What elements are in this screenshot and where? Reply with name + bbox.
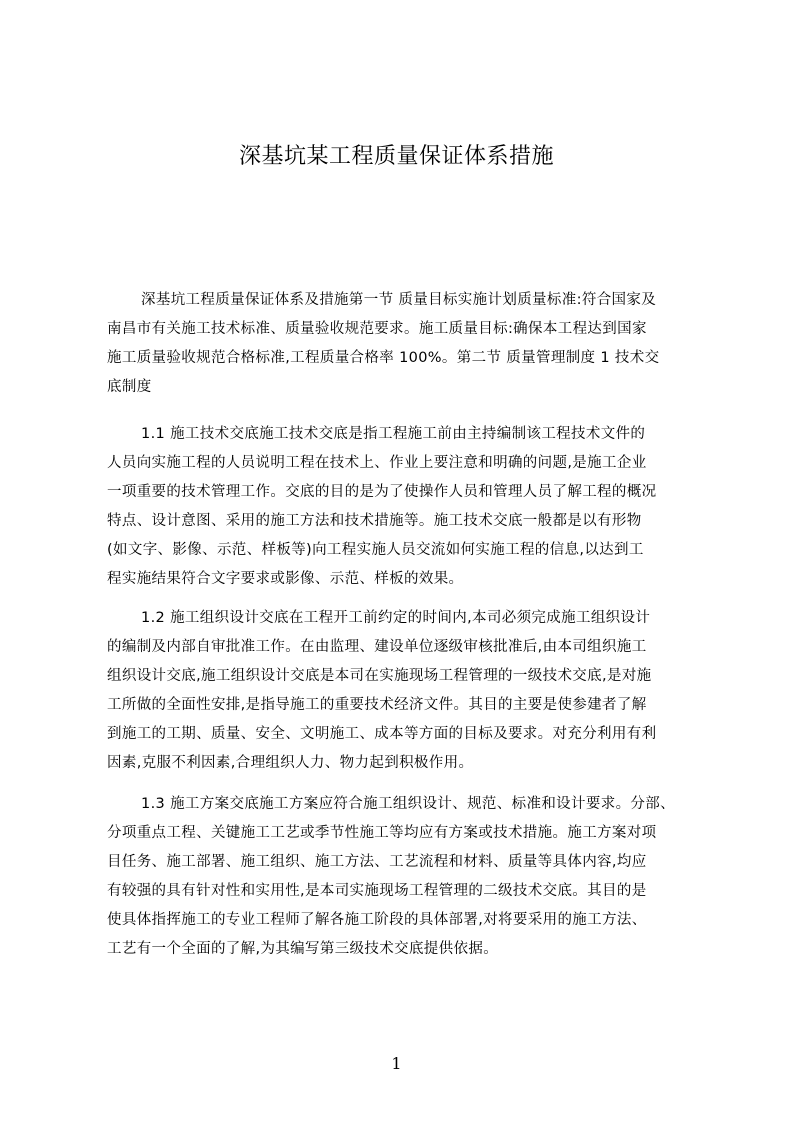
text-line: 因素,克服不利因素,合理组织人力、物力起到积极作用。 [107, 755, 474, 771]
text-line: 南昌市有关施工技术标准、质量验收规范要求。施工质量目标:确保本工程达到国家 [107, 321, 647, 337]
paragraph-section-1-1 [107, 420, 699, 594]
text-line: 工所做的全面性安排,是指导施工的重要技术经济文件。其目的主要是使参建者了解 [107, 697, 647, 713]
text-line: 施工质量验收规范合格标准,工程质量合格率 100%。第二节 质量管理制度 1 技术交 [107, 350, 660, 366]
text-line: 特点、设计意图、采用的施工方法和技术措施等。施工技术交底一般都是以有形物 [107, 513, 642, 529]
page-number: 1 [391, 1054, 402, 1073]
text-line: 使具体指挥施工的专业工程师了解各施工阶段的具体部署,对将要采用的施工方法、 [107, 912, 647, 928]
text-line: 有较强的具有针对性和实用性,是本司实施现场工程管理的二级技术交底。其目的是 [107, 883, 647, 899]
text-line: 深基坑工程质量保证体系及措施第一节 质量目标实施计划质量标准:符合国家及 [141, 292, 657, 308]
text-line: 目任务、施工部署、施工组织、施工方法、工艺流程和材料、质量等具体内容,均应 [107, 854, 647, 870]
paragraph-section-1-2 [107, 604, 699, 778]
text-line: 工艺有一个全面的了解,为其编写第三级技术交底提供依据。 [107, 941, 499, 957]
text-line: 1.1 施工技术交底施工技术交底是指工程施工前由主持编制该工程技术文件的 [141, 426, 646, 442]
page-title: 深基坑某工程质量保证体系措施 [238, 144, 554, 169]
text-line: 组织设计交底,施工组织设计交底是本司在实施现场工程管理的一级技术交底,是对施 [107, 668, 652, 684]
text-line: (如文字、影像、示范、样板等)向工程实施人员交流如何实施工程的信息,以达到工 [107, 542, 644, 558]
text-line: 1.2 施工组织设计交底在工程开工前约定的时间内,本司必须完成施工组织设计 [141, 610, 651, 626]
text-line: 分项重点工程、关键施工工艺或季节性施工等均应有方案或技术措施。施工方案对项 [107, 825, 657, 841]
text-line: 一项重要的技术管理工作。交底的目的是为了使操作人员和管理人员了解工程的概况 [107, 484, 657, 500]
text-line: 底制度 [107, 379, 152, 395]
paragraph-section-1-3 [107, 790, 699, 964]
text-line: 的编制及内部自审批准工作。在由监理、建设单位逐级审核批准后,由本司组织施工 [107, 639, 647, 655]
text-line: 程实施结果符合文字要求或影像、示范、样板的效果。 [107, 571, 464, 587]
text-line: 人员向实施工程的人员说明工程在技术上、作业上要注意和明确的问题,是施工企业 [107, 455, 647, 471]
text-line: 1.3 施工方案交底施工方案应符合施工组织设计、规范、标准和设计要求。分部、 [141, 796, 675, 812]
paragraph-intro [107, 286, 699, 402]
text-line: 到施工的工期、质量、安全、文明施工、成本等方面的目标及要求。对充分利用有利 [107, 726, 657, 742]
